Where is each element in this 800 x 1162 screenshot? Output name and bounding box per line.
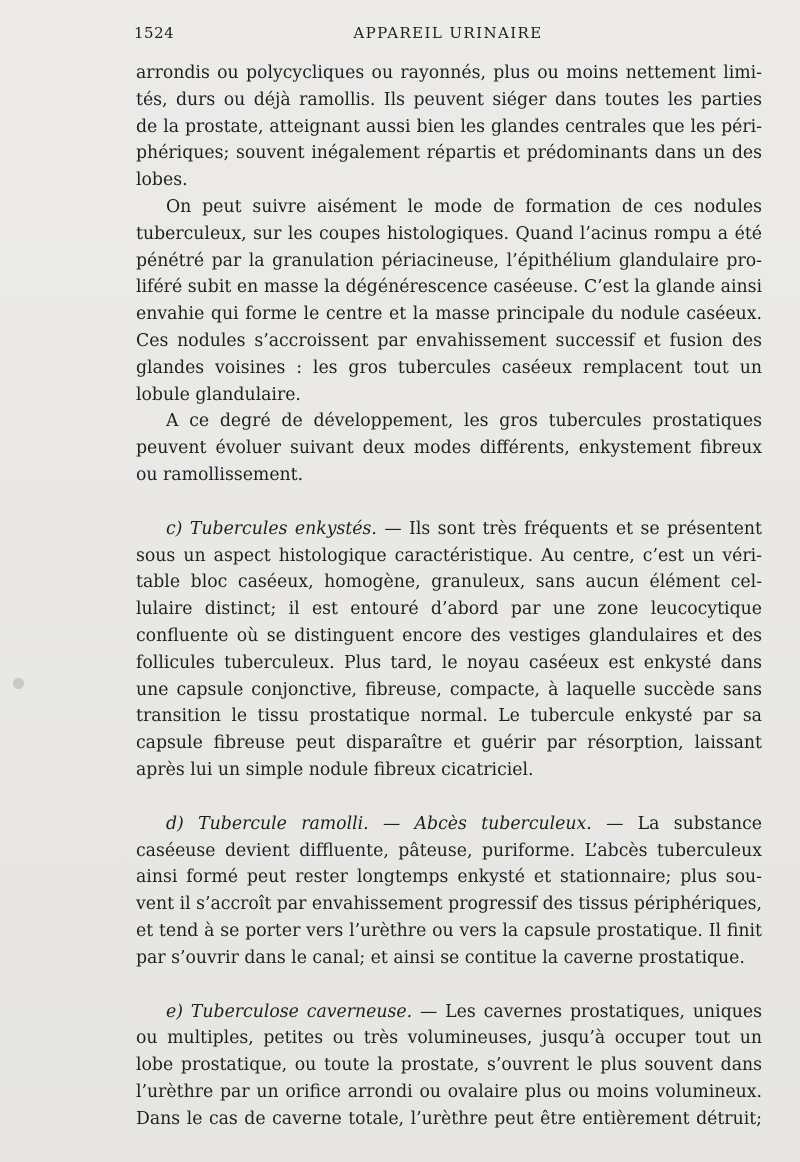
text-line: liféré subit en masse la dégénérescence caséeuse. C’est la glande ainsi bbox=[136, 277, 762, 298]
running-title: APPAREIL URINAIRE bbox=[353, 24, 543, 42]
text-line bbox=[136, 811, 762, 838]
text-line: transition le tissu prostatique normal. Le tubercule enkysté par sa bbox=[136, 706, 762, 727]
text-line: Ces nodules s’accroissent par envahissement successif et fusion des bbox=[136, 330, 762, 351]
text-line: follicules tuberculeux. Plus tard, le noyau caséeux est enkysté dans bbox=[136, 652, 762, 673]
text-line: après lui un simple nodule fibreux cicatriciel. bbox=[136, 759, 534, 780]
page-number: 1524 bbox=[134, 24, 175, 42]
section-heading: d) Tubercule ramolli. — Abcès tuberculeux. bbox=[166, 813, 592, 834]
text-line: caséeuse devient diffluente, pâteuse, puriforme. L’abcès tuberculeux bbox=[136, 840, 762, 861]
text-line: ou multiples, petites ou très volumineuses, jusqu’à occuper tout un bbox=[136, 1028, 762, 1049]
text-line: arrondis ou polycycliques ou rayonnés, plus ou moins nettement limi- bbox=[136, 63, 762, 83]
text-line: de la prostate, atteignant aussi bien les glandes centrales que les péri- bbox=[136, 116, 762, 137]
page-header bbox=[134, 24, 762, 46]
text-line: pénétré par la granulation périacineuse, l’épithélium glandulaire pro- bbox=[136, 250, 762, 271]
text-line: table bloc caséeux, homogène, granuleux, sans aucun élément cel- bbox=[136, 572, 762, 593]
text-line: On peut suivre aisément le mode de formation de ces nodules bbox=[166, 196, 762, 217]
text-line: sous un aspect histologique caractéristique. Au centre, c’est un véri- bbox=[136, 545, 762, 566]
text-line: ainsi formé peut rester longtemps enkysté et stationnaire; plus sou- bbox=[136, 867, 762, 888]
text-line: A ce degré de développement, les gros tubercules prostatiques bbox=[166, 411, 762, 432]
text-line: phériques; souvent inégalement répartis et prédominants dans un des bbox=[136, 143, 762, 164]
margin-spot-mark bbox=[13, 678, 24, 689]
text-fragment: — La substance bbox=[591, 813, 762, 834]
text-line: confluente où se distinguent encore des vestiges glandulaires et des bbox=[136, 625, 762, 646]
text-line: lobes. bbox=[136, 170, 188, 191]
text-line bbox=[136, 516, 762, 543]
text-line: une capsule conjonctive, fibreuse, compacte, à laquelle succède sans bbox=[136, 679, 762, 700]
section-gap bbox=[136, 489, 762, 516]
section-gap bbox=[136, 784, 762, 811]
text-line: lobule glandulaire. bbox=[136, 384, 301, 405]
text-line: glandes voisines : les gros tubercules caséeux remplacent tout un bbox=[136, 357, 762, 378]
section-d-tubercule-ramolli bbox=[136, 811, 762, 972]
paragraph-2 bbox=[136, 194, 762, 408]
text-line: Dans le cas de caverne totale, l’urèthre peut être entièrement détruit; bbox=[136, 1108, 762, 1129]
paragraph-1 bbox=[136, 60, 762, 194]
section-c-tubercules-enkystes bbox=[136, 516, 762, 784]
section-heading: c) Tubercules enkystés. bbox=[166, 518, 377, 539]
text-line: vent il s’accroît par envahissement progressif des tissus périphériques, bbox=[136, 894, 762, 915]
text-line: tés, durs ou déjà ramollis. Ils peuvent siéger dans toutes les parties bbox=[136, 89, 762, 110]
text-line: lulaire distinct; il est entouré d’abord par une zone leucocytique bbox=[136, 599, 762, 620]
body-text bbox=[136, 60, 762, 1132]
text-line: l’urèthre par un orifice arrondi ou ovalaire plus ou moins volumineux. bbox=[136, 1081, 762, 1102]
paragraph-3 bbox=[136, 408, 762, 488]
text-line: capsule fibreuse peut disparaître et guérir par résorption, laissant bbox=[136, 733, 762, 754]
text-line: et tend à se porter vers l’urèthre ou vers la capsule prostatique. Il finit bbox=[136, 920, 762, 941]
text-line: lobe prostatique, ou toute la prostate, s’ouvrent le plus souvent dans bbox=[136, 1055, 762, 1076]
text-line: peuvent évoluer suivant deux modes différents, enkystement fibreux bbox=[136, 438, 762, 459]
text-line: par s’ouvrir dans le canal; et ainsi se contitue la caverne prostatique. bbox=[136, 947, 745, 968]
text-line bbox=[136, 999, 762, 1026]
section-heading: e) Tuberculose caverneuse. bbox=[166, 1001, 413, 1022]
text-fragment: — Ils sont très fréquents et se présentent bbox=[376, 518, 762, 539]
text-line: tuberculeux, sur les coupes histologiques. Quand l’acinus rompu a été bbox=[136, 223, 762, 244]
section-e-tuberculose-caverneuse bbox=[136, 999, 762, 1133]
text-fragment: — Les cavernes prostatiques, uniques bbox=[412, 1001, 762, 1022]
text-line: envahie qui forme le centre et la masse principale du nodule caséeux. bbox=[136, 304, 762, 325]
text-line: ou ramollissement. bbox=[136, 464, 304, 485]
section-gap bbox=[136, 972, 762, 999]
